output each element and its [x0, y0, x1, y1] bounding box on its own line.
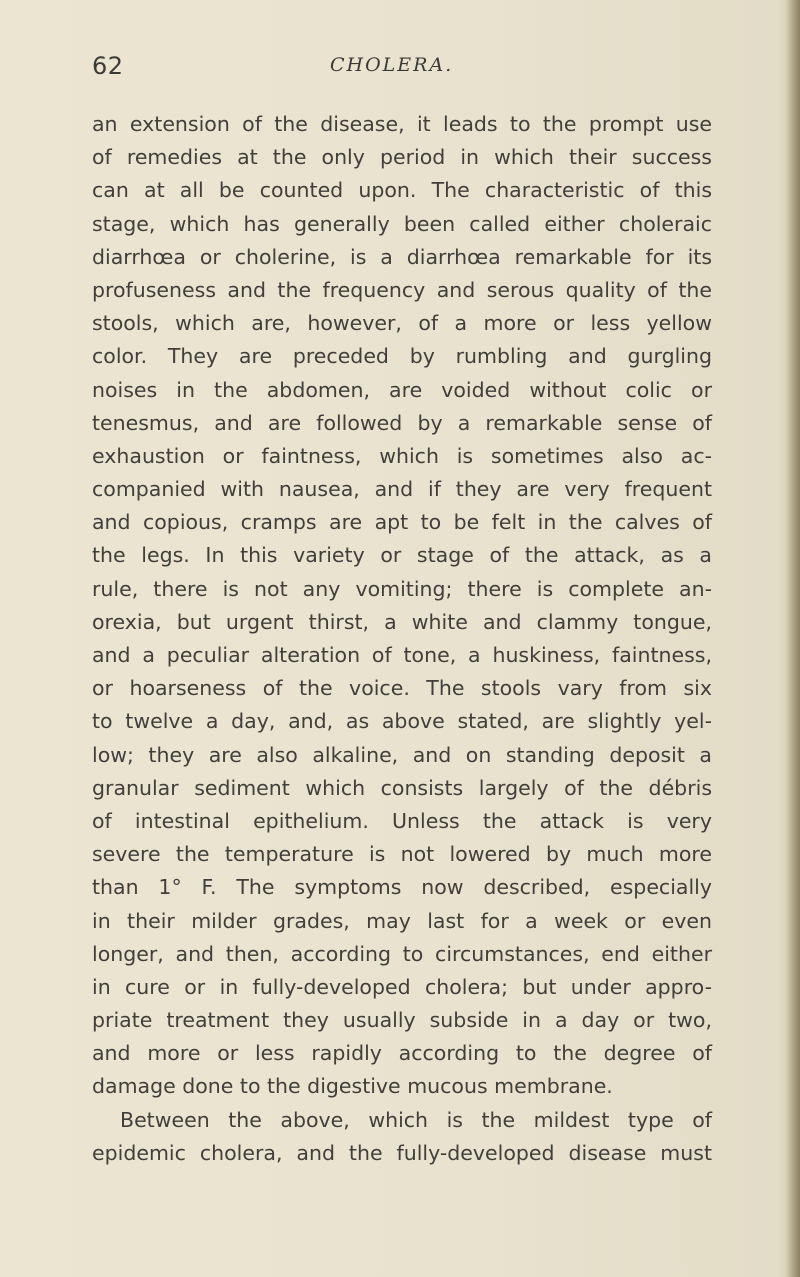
text-line: or hoarseness of the voice. The stools vary from six [92, 676, 712, 701]
text-line: diarrhœa or cholerine, is a diarrhœa remarkable for its [92, 244, 712, 269]
text-line: epidemic cholera, and the fully-developed disease must [92, 1140, 712, 1165]
text-line: damage done to the digestive mucous membrane. [92, 1074, 613, 1099]
text-line: and copious, cramps are apt to be felt in the calves of [92, 510, 712, 535]
text-line: and a peculiar alteration of tone, a huskiness, faintness, [92, 643, 712, 667]
text-line: of remedies at the only period in which their success [92, 145, 712, 170]
text-line: companied with nausea, and if they are very frequent [92, 477, 712, 502]
text-line: granular sediment which consists largely of the débris [92, 775, 712, 800]
text-line: Between the above, which is the mildest type of [120, 1107, 712, 1132]
body-text [92, 108, 712, 1170]
text-line: of intestinal epithelium. Unless the attack is very [92, 808, 712, 833]
text-line: an extension of the disease, it leads to the prompt use [92, 112, 712, 136]
running-head: CHOLERA. [330, 54, 454, 76]
text-line: priate treatment they usually subside in a day or two, [92, 1008, 712, 1033]
text-line: stools, which are, however, of a more or less yellow [92, 311, 712, 336]
text-line: color. They are preceded by rumbling and gurgling [92, 344, 712, 369]
text-line: rule, there is not any vomiting; there is complete an- [92, 576, 712, 601]
text-line: orexia, but urgent thirst, a white and clammy tongue, [92, 609, 712, 634]
page-number: 62 [92, 52, 124, 80]
text-line: exhaustion or faintness, which is sometimes also ac- [92, 443, 712, 468]
text-line: longer, and then, according to circumstances, end either [92, 941, 712, 966]
text-line: in cure or in fully-developed cholera; but under appro- [92, 974, 712, 999]
page-header [92, 52, 712, 92]
text-line: noises in the abdomen, are voided without colic or [92, 377, 712, 402]
text-line: stage, which has generally been called either choleraic [92, 211, 712, 236]
text-line: severe the temperature is not lowered by much more [92, 842, 712, 867]
text-line: to twelve a day, and, as above stated, are slightly yel- [92, 709, 712, 734]
text-line: low; they are also alkaline, and on standing deposit a [92, 742, 712, 767]
text-line: tenesmus, and are followed by a remarkable sense of [92, 410, 712, 435]
text-line: in their milder grades, may last for a week or even [92, 908, 712, 933]
text-line: and more or less rapidly according to the degree of [92, 1041, 712, 1066]
text-line: can at all be counted upon. The characteristic of this [92, 178, 712, 203]
page-edge-shadow [786, 0, 800, 1277]
text-line: profuseness and the frequency and serous quality of the [92, 277, 712, 302]
text-line: than 1° F. The symptoms now described, especially [92, 875, 712, 900]
text-line: the legs. In this variety or stage of the attack, as a [92, 543, 712, 568]
